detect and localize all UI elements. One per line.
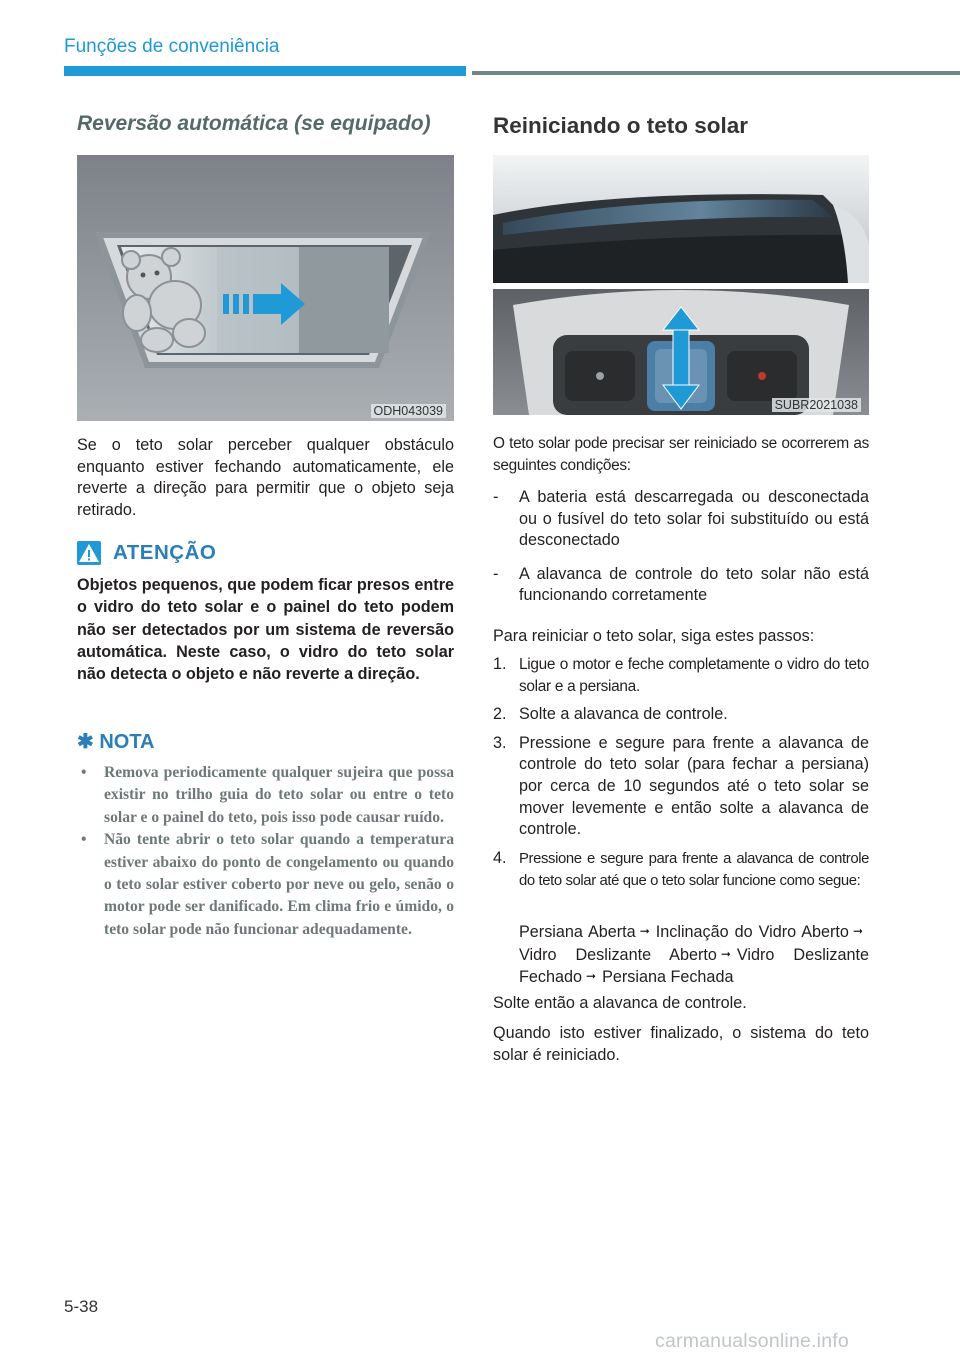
step-item: 3. Pressione e segure para frente a alavanca de controle do teto solar (para fechar a persiana) por cerca de 10 segundos até o teto solar se mover levemente e então solte a alavanca de controle.: [493, 733, 869, 839]
arrow-right-icon: ➞: [720, 946, 731, 961]
operation-sequence: Persiana Aberta ➞ Inclinação do Vidro Aberto ➞Vidro Deslizante Aberto ➞ Vidro Deslizante Fechado ➞ Persiana Fechada: [519, 923, 869, 987]
caution-text: Objetos pequenos, que podem ficar presos entre o vidro do teto solar e o painel do teto podem não ser detectados por um sistema de reversão automática. Neste caso, o vidro do teto solar não detecta o objeto e não reverte a direção.: [77, 576, 454, 684]
reset-steps-list: [493, 654, 869, 893]
figure-code-left: ODH043039: [371, 404, 447, 418]
note-item: • Não tente abrir o teto solar quando a temperatura estiver abaixo do ponto de congelamento ou quando o teto solar estiver coberto por neve ou gelo, senão o motor pode ser danificado. Em clima frio e úmido, o teto solar pode não funcionar adequadamente.: [81, 831, 454, 938]
reset-complete-text: Quando isto estiver finalizado, o sistema do teto solar é reiniciado.: [493, 1024, 869, 1064]
arrow-right-icon: ➞: [852, 924, 863, 938]
sunroof-reset-illustration: [493, 155, 869, 415]
steps-intro: Para reiniciar o teto solar, siga estes passos:: [493, 627, 815, 645]
arrow-right-icon: ➞: [586, 969, 597, 984]
sunroof-teddy-bear-image: [77, 155, 454, 421]
note-title: ✱ NOTA: [77, 731, 155, 753]
step-item: 4. Pressione e segure para frente a alavanca de controle do teto solar até que o teto solar funcione como segue:: [493, 848, 869, 890]
conditions-list: [493, 487, 869, 607]
step-item: 2. Solte a alavanca de controle.: [493, 705, 728, 724]
note-item: • Remova periodicamente qualquer sujeira que possa existir no trilho guia do teto solar ou entre o teto solar e o painel do teto, pois isso pode causar ruído.: [81, 764, 454, 826]
auto-reverse-description: Se o teto solar perceber qualquer obstáculo enquanto estiver fechando automaticamente, ele reverte a direção para permitir que o objeto seja retirado.: [77, 436, 454, 519]
release-instruction: Solte então a alavanca de controle.: [493, 994, 747, 1012]
watermark: carmanualsonline.info: [655, 1330, 849, 1352]
reset-intro: O teto solar pode precisar ser reiniciado se ocorrerem as seguintes condições:: [493, 435, 869, 474]
caution-header: [77, 541, 216, 565]
page-number: 5-38: [64, 1297, 99, 1316]
caution-title: ATENÇÃO: [113, 541, 217, 564]
condition-item: - A bateria está descarregada ou desconectada ou o fusível do teto solar foi substituído ou está desconectado: [493, 488, 869, 550]
step-item: 1. Ligue o motor e feche completamente o vidro do teto solar e a persiana.: [493, 655, 869, 695]
header-bar-accent: [64, 66, 466, 76]
heading-auto-reverse: Reversão automática (se equipado): [77, 112, 431, 135]
section-title: Funções de conveniência: [64, 36, 280, 57]
sunroof-auto-reverse-illustration: [77, 155, 454, 421]
warning-triangle-icon: [77, 541, 101, 565]
heading-reset-sunroof: Reiniciando o teto solar: [493, 113, 749, 138]
sunroof-control-image: [493, 155, 869, 415]
header-bar-rule: [472, 71, 960, 75]
note-list: [77, 762, 454, 941]
arrow-right-icon: ➞: [639, 924, 650, 938]
condition-item: - A alavanca de controle do teto solar não está funcionando corretamente: [493, 564, 869, 605]
figure-code-right: SUBR2021038: [772, 398, 861, 412]
